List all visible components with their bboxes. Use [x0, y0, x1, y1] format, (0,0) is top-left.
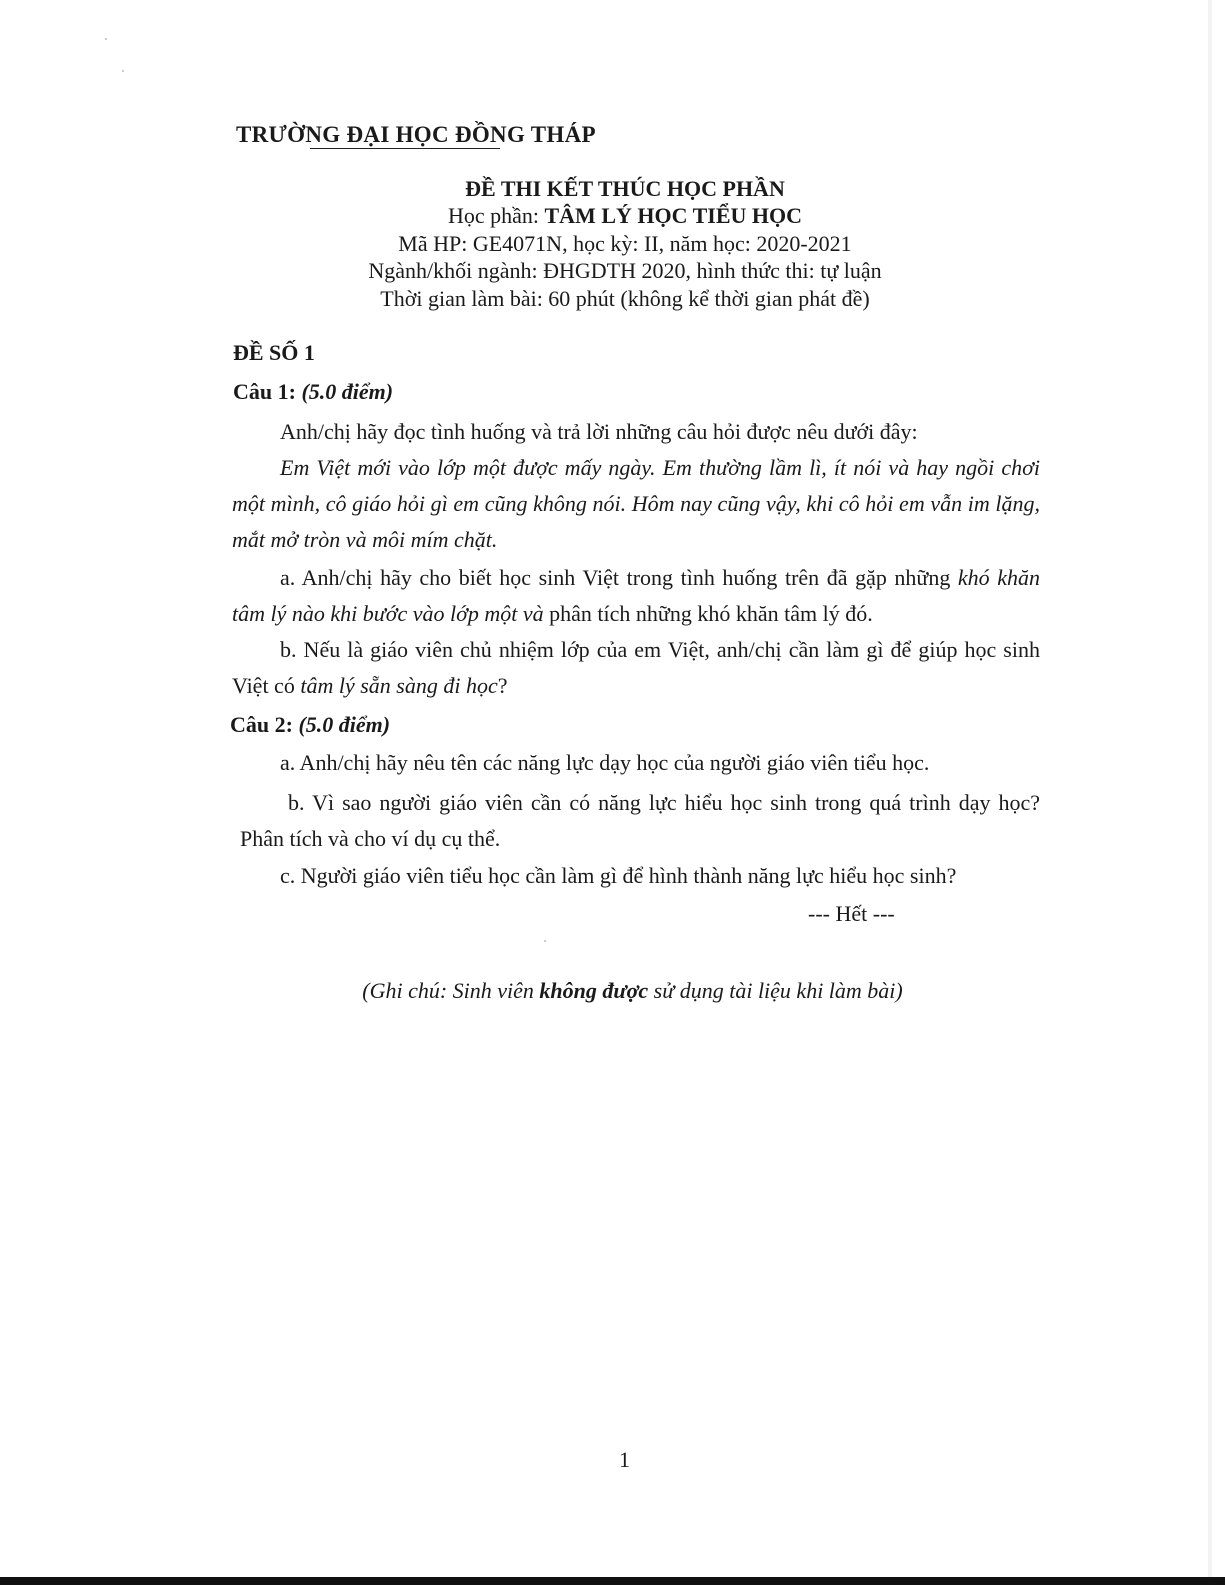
question-2-part-b: b. Vì sao người giáo viên cần có năng lực hiểu học sinh trong quá trình dạy học? Phân tích và cho ví dụ cụ thể.	[240, 790, 1040, 851]
major-line: Ngành/khối ngành: ĐHGDTH 2020, hình thức thi: tự luận	[368, 258, 882, 283]
school-name: TRƯỜNG ĐẠI HỌC ĐỒNG THÁP	[236, 122, 596, 147]
question-2-points: (5.0 điểm)	[298, 712, 391, 737]
course-line	[300, 203, 950, 229]
note-bold: không được	[539, 978, 649, 1003]
scan-bottom-border	[0, 1577, 1225, 1585]
course-label: Học phần:	[447, 203, 539, 228]
school-underline	[310, 148, 500, 149]
q1b-text-1: b. Nếu là giáo viên chủ nhiệm lớp của em Việt, anh/chị cần làm gì để giúp học sinh Việt có	[232, 637, 1040, 698]
note-text-2: sử dụng tài liệu khi làm bài)	[648, 978, 903, 1003]
exam-number: ĐỀ SỐ 1	[233, 340, 315, 365]
question-1-story: Em Việt mới vào lớp một được mấy ngày. Em thường lầm lì, ít nói và hay ngồi chơi một mình, cô giáo hỏi gì em cũng không nói. Hôm nay cũng vậy, khi cô hỏi em vẫn im lặng, mắt mở tròn và môi mím chặt.	[232, 455, 1040, 552]
note-text-1: (Ghi chú: Sinh viên	[362, 978, 540, 1003]
question-1-part-b	[232, 632, 1040, 704]
question-1-heading	[233, 379, 393, 405]
exam-note	[300, 978, 965, 1004]
question-2-heading	[230, 712, 390, 738]
time-line: Thời gian làm bài: 60 phút (không kể thời gian phát đề)	[380, 286, 870, 311]
course-code-line: Mã HP: GE4071N, học kỳ: II, năm học: 2020-2021	[398, 231, 852, 256]
question-1-label: Câu 1:	[233, 379, 296, 404]
question-2-part-c: c. Người giáo viên tiểu học cần làm gì để hình thành năng lực hiểu học sinh?	[280, 863, 957, 888]
course-name: TÂM LÝ HỌC TIỂU HỌC	[544, 203, 803, 228]
question-2-label: Câu 2:	[230, 712, 293, 737]
q1a-text-1: a. Anh/chị hãy cho biết học sinh Việt trong tình huống trên đã gặp những	[280, 565, 958, 590]
page-number: 1	[619, 1447, 630, 1472]
scan-speck	[544, 940, 546, 942]
exam-title: ĐỀ THI KẾT THÚC HỌC PHẦN	[465, 176, 785, 201]
question-2-part-a: a. Anh/chị hãy nêu tên các năng lực dạy học của người giáo viên tiểu học.	[280, 750, 930, 775]
question-1-intro: Anh/chị hãy đọc tình huống và trả lời những câu hỏi được nêu dưới đây:	[280, 419, 918, 444]
scan-speck	[105, 38, 107, 40]
q1a-text-2: phân tích những khó khăn tâm lý đó.	[543, 601, 873, 626]
q1b-italic: tâm lý sẵn sàng đi học	[300, 673, 498, 698]
q1a-italic: khó khăn tâm lý nào khi bước vào lớp một và	[232, 565, 1040, 626]
question-1-points: (5.0 điểm)	[301, 379, 394, 404]
scan-speck	[122, 70, 124, 72]
end-mark: --- Hết ---	[808, 901, 895, 926]
scan-edge	[1208, 0, 1212, 1585]
q1b-text-2: ?	[497, 673, 508, 698]
question-1-part-a	[232, 560, 1040, 632]
